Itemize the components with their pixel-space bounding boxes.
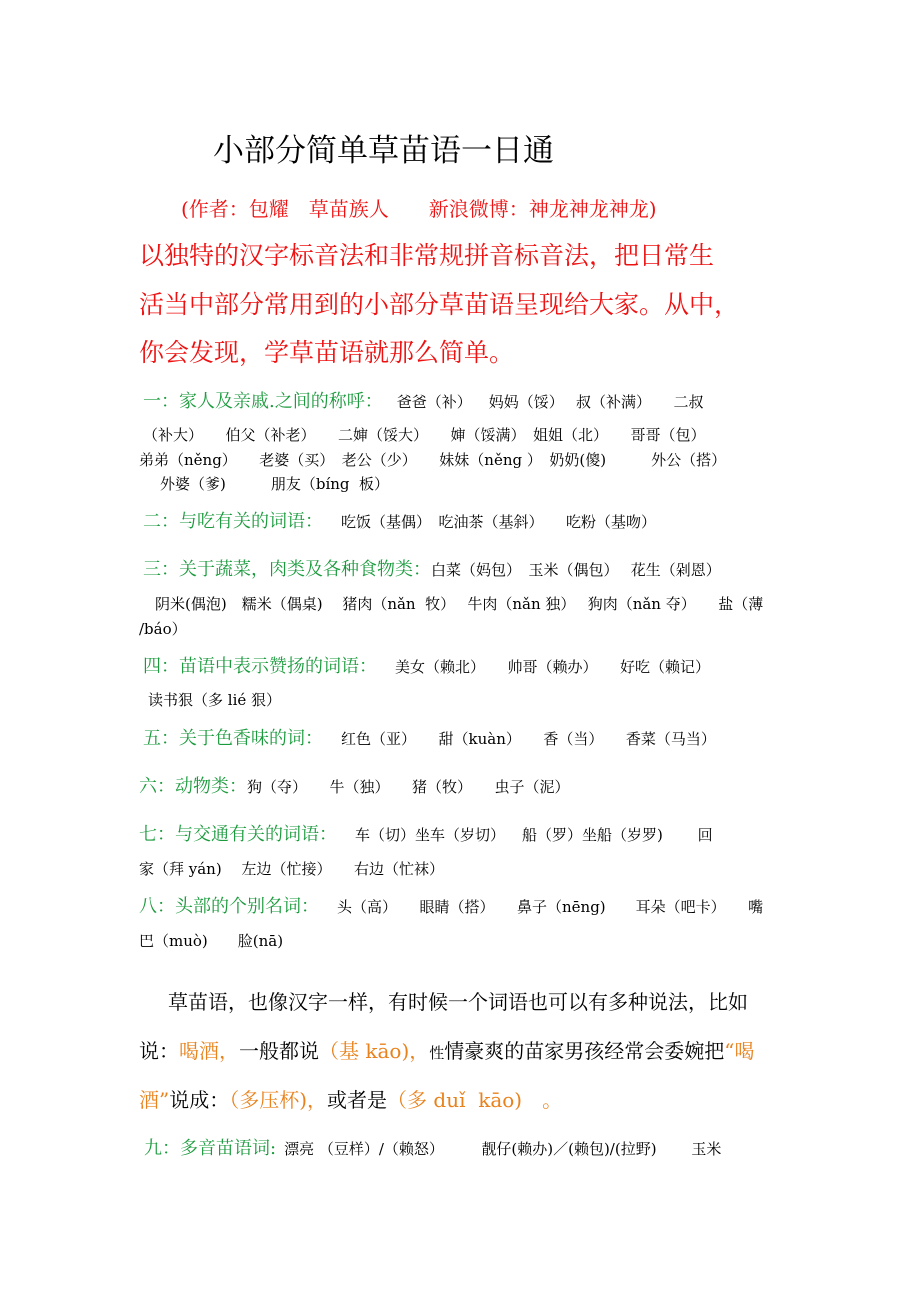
highlight-text: “喝 — [724, 1039, 755, 1063]
section-text: 车（切）坐车（岁切） 船（罗）坐船（岁罗) 回 — [355, 826, 713, 844]
section-text: 外婆（爹) 朋友（bíng 板） — [160, 475, 390, 493]
section-text: 美女（赖北） 帅哥（赖办） 好吃（赖记） — [395, 658, 711, 676]
paragraph-text: 说： — [139, 1039, 179, 1063]
page-title: 小部分简单草苗语一日通 — [213, 133, 554, 169]
section-text: 吃饭（基偶） 吃油茶（基斜） 吃粉（基吻） — [341, 513, 657, 531]
section-heading: 二：与吃有关的词语： — [143, 511, 323, 532]
paragraph-text: 情豪爽的苗家男孩经常会委婉把 — [444, 1039, 725, 1063]
section-text: 弟弟（něng） 老婆（买） 老公（少） 妹妹（něng ） 奶奶(傻) 外公（搭） — [139, 451, 727, 469]
section-text: 漂亮 （豆样）/（赖怒） 靓仔(赖办)／(赖包)/(拉野) 玉米 — [284, 1140, 722, 1158]
highlight-text: （多 duǐ kāo) 。 — [387, 1088, 563, 1112]
section-text: /báo） — [139, 620, 187, 638]
section-4 — [143, 658, 710, 676]
section-text: 巴（muò) 脸(nā) — [139, 932, 284, 950]
section-text: 头（高） 眼睛（搭） 鼻子（nēng) 耳朵（吧卡） 嘴 — [337, 898, 764, 916]
section-heading: 六：动物类： — [139, 776, 247, 797]
section-heading: 八：头部的个别名词： — [139, 896, 319, 917]
section-heading: 九：多音苗语词: — [144, 1138, 277, 1159]
section-5 — [143, 730, 716, 748]
section-text: 狗（夺） 牛（独） 猪（牧） 虫子（泥） — [247, 778, 570, 796]
section-1 — [143, 393, 704, 411]
paragraph-text: 一般都说 — [239, 1039, 319, 1063]
author-line: (作者：包耀 草苗族人 新浪微博：神龙神龙神龙) — [181, 197, 657, 221]
section-text: 读书狠（多 lié 狠） — [148, 691, 282, 709]
section-text: 爸爸（补） 妈妈（馁） 叔（补满） 二叔 — [396, 393, 704, 411]
section-9 — [144, 1140, 721, 1158]
section-text: （补大） 伯父（补老） 二婶（馁大） 婶（馁满） 姐姐（北） 哥哥（包） — [143, 426, 706, 444]
section-heading: 一：家人及亲戚.之间的称呼： — [143, 391, 383, 412]
section-text: 白菜（妈包） 玉米（偶包） 花生（剁恩） — [431, 561, 721, 579]
intro-line: 你会发现，学草苗语就那么简单。 — [139, 338, 515, 367]
highlight-text: 喝酒， — [179, 1039, 239, 1063]
paragraph-text: 说成： — [169, 1088, 230, 1112]
highlight-text: （基 kāo)， — [319, 1039, 430, 1063]
highlight-text: （多压杯)， — [229, 1088, 328, 1112]
paragraph-text: 性 — [429, 1044, 445, 1062]
section-text: 家（拜 yán) 左边（忙接） 右边（忙袜） — [139, 860, 444, 878]
section-text: 阴米(偶泡) 糯米（偶桌) 猪肉（nǎn 牧） 牛肉（nǎn 独） 狗肉（nǎn 夺） 盐（薄 — [155, 595, 764, 613]
section-heading: 五：关于色香味的词： — [143, 728, 323, 749]
paragraph-line — [139, 1041, 755, 1061]
section-heading: 三：关于蔬菜，肉类及各种食物类： — [143, 559, 431, 580]
section-heading: 七：与交通有关的词语： — [139, 824, 337, 845]
section-7 — [139, 826, 713, 844]
paragraph-line — [139, 1090, 562, 1110]
section-6 — [139, 778, 570, 796]
highlight-text: 酒” — [139, 1088, 170, 1112]
section-8 — [139, 898, 763, 916]
section-2 — [143, 513, 656, 531]
section-heading: 四：苗语中表示赞扬的词语： — [143, 656, 377, 677]
section-text: 红色（亚） 甜（kuàn） 香（当） 香菜（马当） — [341, 730, 716, 748]
intro-line: 活当中部分常用到的小部分草苗语呈现给大家。从中， — [139, 290, 740, 319]
intro-line: 以独特的汉字标音法和非常规拼音标音法，把日常生 — [139, 241, 715, 270]
paragraph-line: 草苗语，也像汉字一样，有时候一个词语也可以有多种说法，比如 — [168, 990, 748, 1014]
section-3 — [143, 561, 721, 579]
paragraph-text: 或者是 — [327, 1088, 388, 1112]
